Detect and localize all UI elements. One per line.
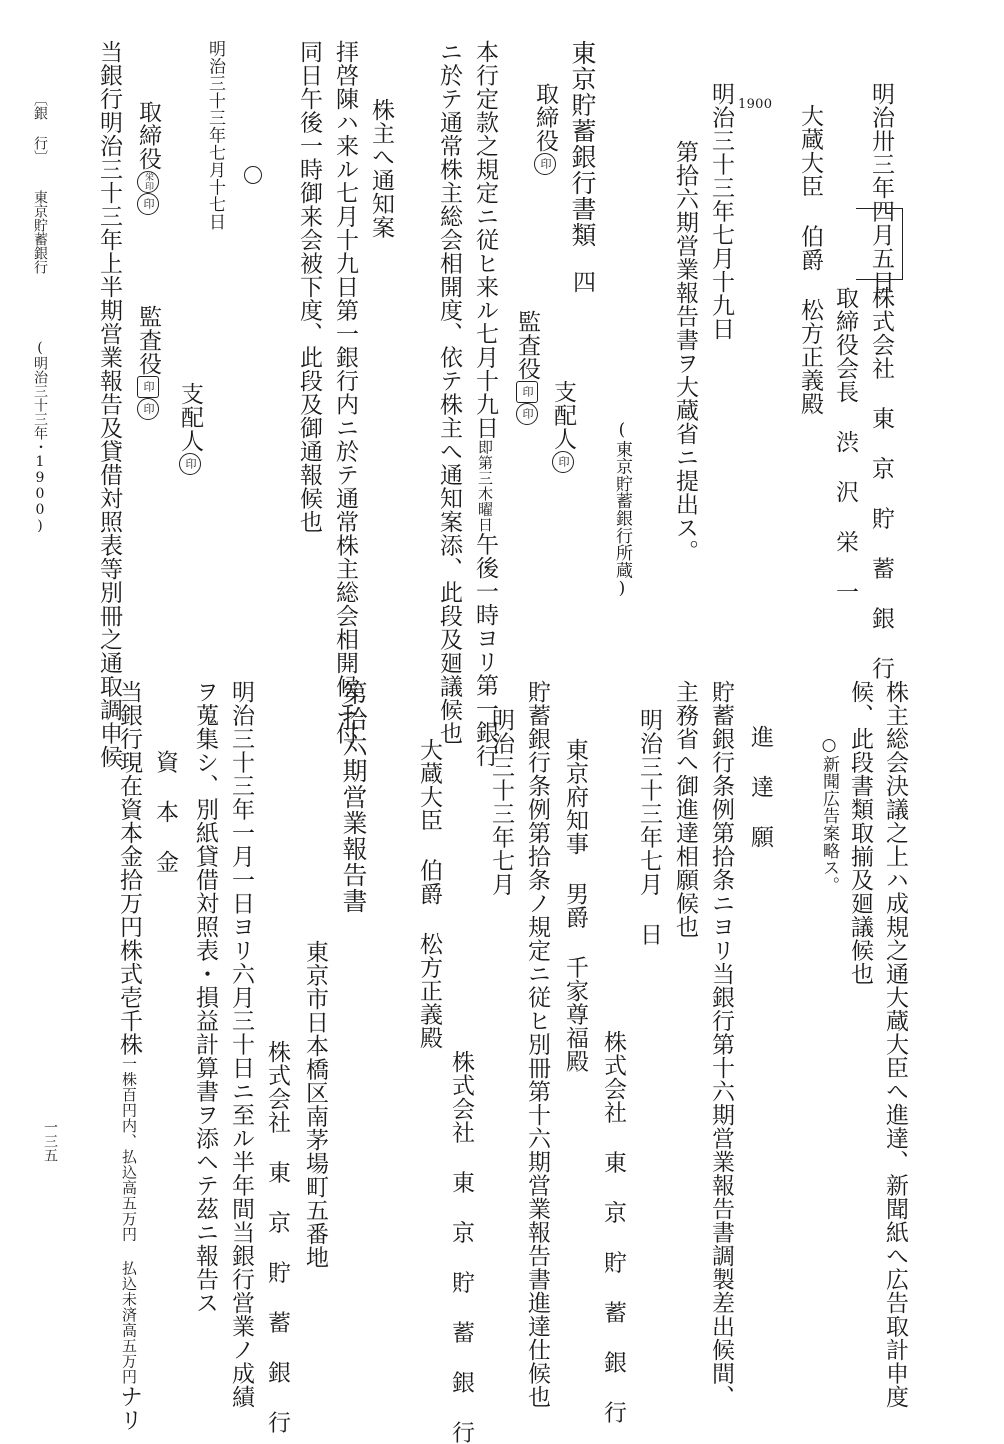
- sig1-manager: [548, 380, 578, 473]
- sig1-director-label: 取締役: [532, 82, 558, 153]
- notice-heading: 株主へ通知案: [368, 98, 394, 239]
- sig2-director: [133, 100, 163, 215]
- seal-icon: 印: [137, 193, 159, 215]
- meeting-line-1b: 午後一時ヨリ第一銀行: [472, 532, 498, 768]
- sig1-director: [530, 82, 560, 175]
- sig1-auditor-label: 監査役: [514, 310, 540, 381]
- date-bracket: [856, 208, 903, 280]
- bottom-line-12: ヲ蒐集シ、別紙貸借対照表・損益計算書ヲ添ヘテ茲ニ報告ス: [192, 680, 218, 1315]
- notice-line-1: 拝啓陳ハ来ル七月十九日第一銀行内ニ於テ通常株主総会相開候ニ付、: [332, 40, 358, 769]
- company-line: 株式会社 東 京 貯 蓄 銀 行: [868, 286, 894, 680]
- seal-icon: 栄印: [137, 171, 159, 193]
- capital-note-2: 内、払込高五万円 払込未済高五万円: [120, 1118, 138, 1385]
- addressee: 大蔵大臣 伯爵 松方正義殿: [797, 104, 823, 416]
- progress-heading: 進 達 願: [747, 725, 773, 849]
- circle-mark: [244, 166, 262, 184]
- capital-line: [114, 680, 144, 1432]
- doc-title: 東京貯蓄銀行書類: [568, 40, 597, 248]
- address-company: 株式会社 東 京 貯 蓄 銀 行: [264, 1040, 290, 1434]
- meeting-line-1: [470, 40, 500, 768]
- source-note: (東京貯蓄銀行所蔵): [612, 420, 632, 599]
- seal-icon: 印: [534, 153, 556, 175]
- bottom-company-2: 株式会社 東 京 貯 蓄 銀 行: [448, 1050, 474, 1444]
- footer-bank: 東京貯蓄銀行: [32, 190, 48, 274]
- page-number: 一三五: [42, 1120, 58, 1162]
- bottom-company-1: 株式会社 東 京 貯 蓄 銀 行: [600, 1030, 626, 1424]
- bottom-line-5: 主務省へ御進達相願候也: [672, 680, 698, 939]
- meeting-line-2: ニ於テ通常株主総会相開度、依テ株主へ通知案添、此段及廻議候也: [436, 40, 462, 745]
- bottom-line-11: 明治三十三年一月一日ヨリ六月三十日ニ至ル半年間当銀行営業ノ成績: [228, 680, 254, 1409]
- bottom-line-6: 明治三十三年七月 日: [636, 708, 662, 946]
- address-line: 東京市日本橋区南茅場町五番地: [302, 940, 328, 1269]
- footer-year: (明治三十三年・1900): [32, 340, 48, 534]
- sig2-manager: [175, 382, 205, 475]
- seal-icon: 印: [516, 381, 538, 403]
- seal-icon: 印: [516, 403, 538, 425]
- date-2: 明治三十三年七月十九日: [708, 82, 734, 341]
- bottom-line-9: 明治三十三年七月: [488, 708, 514, 896]
- governor-line: 東京府知事 男爵 千家尊福殿: [562, 738, 588, 1073]
- bottom-line-1: 株主総会決議之上ハ成規之通大蔵大臣へ進達、新聞紙へ広告取計申度: [882, 680, 908, 1409]
- chairman-line: 取締役会長 渋 沢 栄 一: [832, 286, 858, 604]
- notice-date: 明治三十三年七月十七日: [205, 40, 225, 231]
- sig2-director-label: 取締役: [135, 100, 161, 171]
- capital-line-text: 当銀行現在資本金拾万円株式壱千株: [116, 680, 142, 1056]
- sig2-auditor: [133, 305, 163, 420]
- report-line: 第拾六期営業報告書ヲ大蔵省ニ提出ス。: [672, 140, 698, 563]
- footer-category: 〔銀 行〕: [32, 92, 48, 164]
- sig1-auditor: [512, 310, 542, 425]
- meeting-note: 即第三木曜日: [476, 439, 494, 533]
- sig1-manager-label: 支配人: [550, 380, 576, 451]
- bottom-addressee: 大蔵大臣 伯爵 松方正義殿: [416, 738, 442, 1050]
- capital-note-1: 一株百円: [120, 1056, 138, 1118]
- capital-heading: 資 本 金: [152, 750, 178, 874]
- date-line: 明治卅三年四月五日: [868, 82, 894, 294]
- seal-icon: 印: [137, 398, 159, 420]
- bottom-line-2: 候、此段書類取揃及廻議候也: [847, 680, 873, 986]
- seal-icon: 印: [552, 451, 574, 473]
- last-line: 当銀行明治三十三年上半期営業報告及貸借対照表等別冊之通取調申候: [96, 40, 122, 769]
- meeting-line-1-text: 本行定款之規定ニ従ヒ来ル七月十九日: [472, 40, 498, 440]
- report-heading: 第拾六期営業報告書: [339, 680, 368, 914]
- seal-icon: 印: [137, 376, 159, 398]
- newspaper-note: ○新聞広告案略ス。: [819, 735, 839, 894]
- sig2-auditor-label: 監査役: [135, 305, 161, 376]
- capital-line-end: ナリ: [116, 1384, 142, 1432]
- bottom-line-4: 貯蓄銀行条例第拾条ニヨリ当銀行第十六期営業報告書調製差出候間、: [708, 680, 734, 1409]
- notice-line-2: 同日午後一時御来会被下度、此段及御通報候也: [296, 40, 322, 534]
- year-note: 1900: [738, 97, 773, 112]
- sig2-manager-label: 支配人: [177, 382, 203, 453]
- doc-title-num: 四: [569, 270, 595, 294]
- bottom-line-8: 貯蓄銀行条例第拾条ノ規定ニ従ヒ別冊第十六期営業報告書進達仕候也: [524, 680, 550, 1409]
- seal-icon: 印: [179, 453, 201, 475]
